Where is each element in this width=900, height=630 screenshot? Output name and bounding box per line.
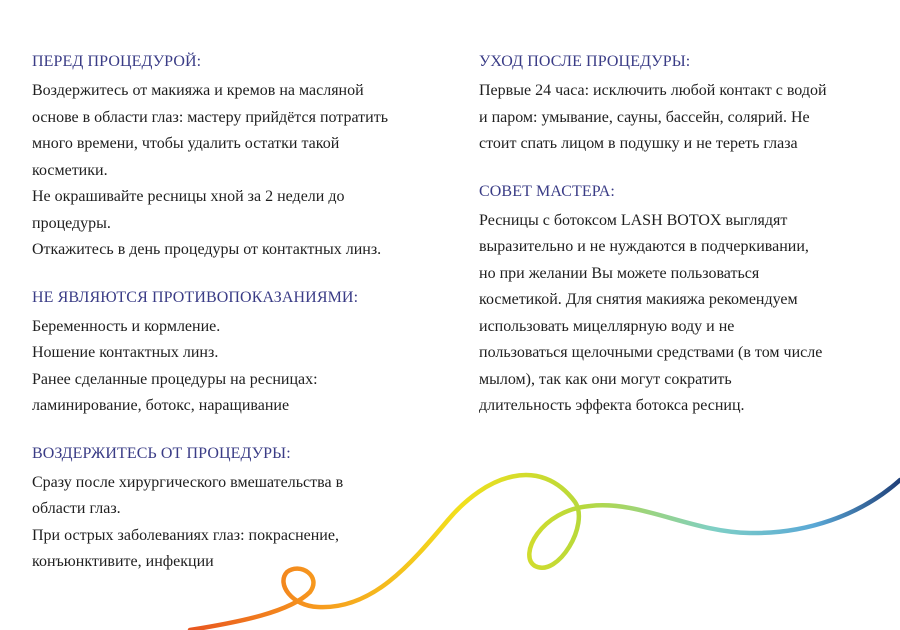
- refrain-from-procedure-section: [32, 444, 432, 576]
- text-line: процедуры.: [32, 214, 111, 232]
- text-line: конъюнктивите, инфекции: [32, 553, 214, 570]
- text-line: длительность эффекта ботокса ресниц.: [479, 397, 745, 414]
- before-procedure-section: [32, 52, 432, 264]
- section-body: [479, 208, 889, 420]
- section-heading: СОВЕТ МАСТЕРА:: [479, 182, 615, 200]
- text-line: Сразу после хирургического вмешательства в: [32, 473, 344, 491]
- text-line: области глаз.: [32, 500, 121, 517]
- text-line: Ранее сделанные процедуры на ресницах:: [32, 370, 318, 388]
- section-body: [32, 470, 432, 576]
- master-advice-section: [479, 182, 889, 420]
- text-line: При острых заболеваниях глаз: покраснение,: [32, 526, 339, 544]
- aftercare-section: [479, 52, 889, 158]
- text-line: но при желании Вы можете пользоваться: [479, 264, 760, 282]
- text-line: Не окрашивайте ресницы хной за 2 недели до: [32, 188, 345, 205]
- text-line: много времени, чтобы удалить остатки такой: [32, 135, 340, 152]
- right-column: [479, 52, 889, 420]
- left-column: [32, 52, 432, 576]
- section-body: [32, 314, 432, 420]
- text-line: основе в области глаз: мастеру прийдётся потратить: [32, 108, 389, 126]
- text-line: Откажитесь в день процедуры от контактных линз.: [32, 241, 382, 258]
- not-contraindications-section: [32, 288, 432, 420]
- section-body: [479, 78, 889, 158]
- text-line: ламинирование, ботокс, наращивание: [32, 397, 290, 414]
- text-line: Воздержитесь от макияжа и кремов на масляной: [32, 82, 364, 99]
- text-line: Беременность и кормление.: [32, 317, 221, 335]
- section-heading: УХОД ПОСЛЕ ПРОЦЕДУРЫ:: [479, 53, 691, 70]
- text-line: использовать мицеллярную воду и не: [479, 317, 735, 335]
- section-heading: ПЕРЕД ПРОЦЕДУРОЙ:: [32, 53, 202, 70]
- text-line: и паром: умывание, сауны, бассейн, солярий. Не: [479, 108, 810, 126]
- text-line: стоит спать лицом в подушку и не тереть глаза: [479, 135, 798, 152]
- section-body: [32, 78, 432, 264]
- text-line: Ношение контактных линз.: [32, 344, 219, 361]
- text-line: пользоваться щелочными средствами (в том числе: [479, 344, 823, 361]
- section-heading: ВОЗДЕРЖИТЕСЬ ОТ ПРОЦЕДУРЫ:: [32, 444, 291, 462]
- text-line: Первые 24 часа: исключить любой контакт с водой: [479, 82, 827, 99]
- text-line: Ресницы с ботоксом LASH BOTOX выглядят: [479, 211, 788, 229]
- text-line: косметикой. Для снятия макияжа рекомендуем: [479, 291, 798, 308]
- text-line: косметики.: [32, 161, 108, 179]
- section-heading: НЕ ЯВЛЯЮТСЯ ПРОТИВОПОКАЗАНИЯМИ:: [32, 288, 359, 306]
- text-line: выразительно и не нуждаются в подчеркивании,: [479, 238, 809, 255]
- text-line: мылом), так как они могут сократить: [479, 370, 732, 388]
